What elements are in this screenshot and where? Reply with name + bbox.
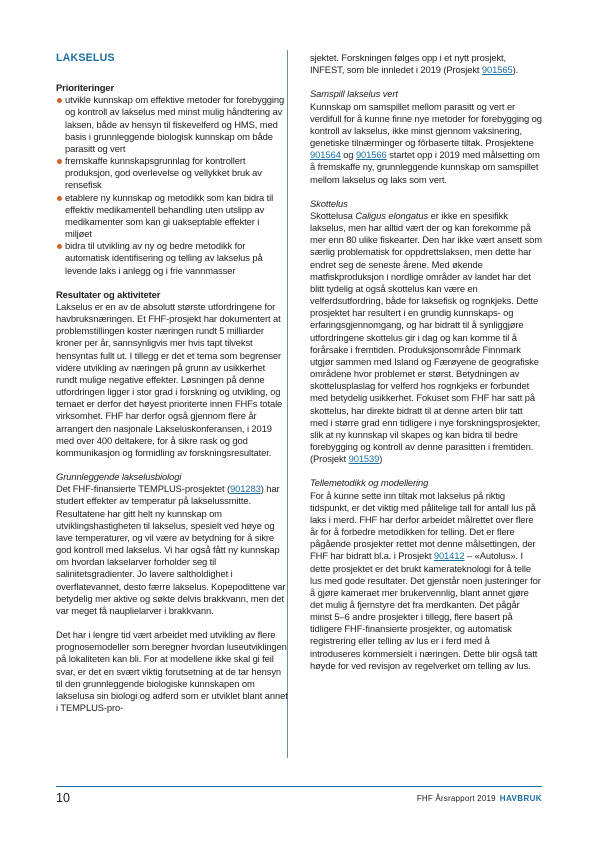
- interplay-text-end: startet opp i 2019 med målsetting om å fremskaffe ny, grunnleggende kunnskap om samspillet mellom lakselus og laks som vert.: [310, 149, 540, 185]
- interplay-and: og: [340, 149, 356, 161]
- counting-text-end: – «Autolus». I dette prosjektet er det brukt kamerateknologi for å telle lus med gode resultater. Det gjenstår noen justeringer for å gjøre kameraet mer brukervennlig, blant annet gjøre det mulig å fjernstyre det fra merdkanten. Det pågår minst 5–6 andre prosjekter i tillegg, flere basert på tidligere FHF-finansierte prosjekter, og automatisk registrering eller telling av lus er i ferd med å introduseres kommersielt i næringen. Dette blir også tatt høyde for ved revisjon av regelverket om telling av lus.: [310, 550, 541, 671]
- report-name: FHF Årsrapport 2019: [416, 794, 496, 803]
- project-link-901539[interactable]: 901539: [348, 453, 380, 465]
- species-name: Caligus elongatus: [355, 210, 429, 221]
- skottelus-text-end: ): [379, 453, 383, 465]
- biology-text-start: Det FHF-finansierte TEMPLUS-prosjektet (: [56, 483, 231, 495]
- counting-paragraph: [310, 490, 542, 672]
- interplay-text-start: Kunnskap om samspillet mellom parasitt og vert er verdifull for å kunne finne nye metoder for forebygging og kontroll av lakselus, ikke minst gjennom vaksinering, genetiske tilnærminger og fôrbaserte tiltak. Prosjektene: [310, 100, 542, 149]
- priority-item: utvikle kunnskap om effektive metoder for forebygging og kontroll av lakselus med minst mulig håndtering av laksen, både av hensyn til fiskevelferd og HMS, med basis i grunnleggende biologisk kunnskap om både parasitt og vert: [56, 94, 288, 155]
- continued-text-end: ).: [512, 64, 519, 76]
- project-link-901566[interactable]: 901566: [355, 149, 387, 161]
- biology-text-end: ) har studert effekter av temperatur på lakselussmitte. Resultatene har gitt helt ny kunnskap om utviklingshastigheten til lakselus, spesielt ved høye og lave temperaturer, og vil være av betydning for å sikre god kontroll med lakselus. Vi har også fått ny kunnskap om hvordan lakselarver forholder seg til salinitetsgradienter. Jo lavere saltholdighet i overflatevannet, desto færre lakselus. Kopepodittene var betydelig mer aktive og søkte delvis brakkvann, men det var meget få nauplielarver i brakkvann.: [56, 483, 286, 616]
- footer-divider: [56, 786, 542, 787]
- priority-item: etablere ny kunnskap og metodikk som kan bidra til effektiv medikamentell behandling uten utslipp av medikamenter som kan gi uakseptable effekter i miljøet: [56, 192, 288, 241]
- footer-report-label: [417, 794, 542, 803]
- skottelus-paragraph: [310, 210, 542, 465]
- section-title: LAKSELUS: [56, 52, 115, 64]
- continued-text-start: sjektet. Forskningen følges opp i et nytt prosjekt, INFEST, som ble innledet i 2019 (Prosjekt: [310, 52, 507, 76]
- priority-item: bidra til utvikling av ny og bedre metodikk for automatisk identifisering og telling av lakselus på levende laks i anlegg og i frie vannmasser: [56, 240, 288, 276]
- skottelus-text-body: er ikke en spesifikk lakselus, men har alltid vært der og kan forekomme på mer enn 80 ulike fiskearter. Den har ikke vært ansett som særlig problematisk for oppdrettslaksen, men dette har endret seg de seneste årene. Med økende matfiskproduksjon i nordlige områder av landet har det blitt tydelig at også skottelus kan være en velferdsutfordring, både for laksefisk og rognkjeks. Dette prosjektet har resultert i en grundig kunnskaps- og erfaringsgjennomgang, og har bidratt til å synliggjøre utfordringene skottelus gir i dag og kan komme til å forårsake i fremtiden. Produksjonsområde Finnmark utgjør sammen med Island og Færøyene de geografiske områdene hvor problemet er størst. Betydningen av skottelusplaslag for velferd hos rognkjeks er forbundet med betydelig usikkerhet. Fokuset som FHF har satt på skottelus, har direkte bidratt til at denne arten blir tatt med i større grad enn tidligere i nye forskningsprosjekter, slik at ny kunnskap vil skapes og kan bidra til bedre forebygging og kontroll av denne parasitten i fremtiden. (Prosjekt: [310, 210, 542, 465]
- results-heading: Resultater og aktiviteter: [56, 288, 161, 300]
- biology-heading: Grunnleggende lakselusbiologi: [56, 471, 182, 483]
- page-number: 10: [56, 791, 70, 805]
- priorities-heading: Prioriteringer: [56, 82, 114, 94]
- project-link-901564[interactable]: 901564: [310, 149, 341, 161]
- section-name: HAVBRUK: [499, 794, 542, 803]
- results-paragraph: Lakselus er en av de absolutt største utfordringene for havbruksnæringen. Et FHF-prosjekt har dokumentert at problemstillingen koster næringen rundt 5 milliarder kroner per år, sannsynligvis mer hvis tapt tilvekst hensyntas fullt ut. I tillegg er det et tema som begrenser videre utvikling av næringen på grunn av usikkerhet rundt mulige negative effekter. Løsningen på denne utfordringen ligger i stor grad i forskning og utvikling, og temaet er derfor det høyest prioriterte innen FHFs totale virksomhet. FHF har derfor også gjennom flere år arrangert den nasjonale Lakseluskonferansen, i 2019 med over 400 deltakere, for å sikre rask og god kommunikasjon og formidling av forskningsresultater.: [56, 300, 283, 458]
- project-link-901565[interactable]: 901565: [481, 64, 513, 76]
- skottelus-text-start: Skottelusa: [310, 210, 356, 221]
- interplay-heading: Samspill lakselus vert: [310, 88, 398, 100]
- project-link-901412[interactable]: 901412: [433, 550, 465, 562]
- interplay-paragraph: [310, 101, 542, 186]
- biology-paragraph: [56, 483, 288, 617]
- counting-text-start: For å kunne sette inn tiltak mot lakselus på riktig tidspunkt, er det viktig med pålitelige tall for antall lus på laks i merd. FHF har derfor arbeidet målrettet over flere år for å forbedre metodikken for telling. Det er flere pågående prosjekter rettet mot denne målsettingen, der FHF har bidratt bl.a. i Prosjekt: [310, 489, 536, 562]
- priority-item: fremskaffe kunnskapsgrunnlag for kontrollert produksjon, god overlevelse og vellykket bruk av rensefisk: [56, 155, 288, 191]
- left-column: [56, 52, 288, 714]
- skottelus-heading: Skottelus: [310, 197, 348, 209]
- prognosis-paragraph: Det har i lengre tid vært arbeidet med utvikling av flere prognosemodeller som beregner hvordan luseutviklingen på lokaliteten kan bli. For at modellene ikke skal gi feil svar, er det en svært viktig forutsetning at de tar hensyn til den grunnleggende biologiske kunnskapen om lakselusa sin biologi og adferd som er utviklet blant annet i TEMPLUS-pro-: [56, 629, 288, 714]
- right-column: [310, 52, 542, 672]
- counting-heading: Tellemetodikk og modellering: [310, 477, 429, 489]
- continued-paragraph: [310, 52, 542, 76]
- priorities-list: [56, 94, 288, 276]
- project-link-901283[interactable]: 901283: [230, 483, 261, 495]
